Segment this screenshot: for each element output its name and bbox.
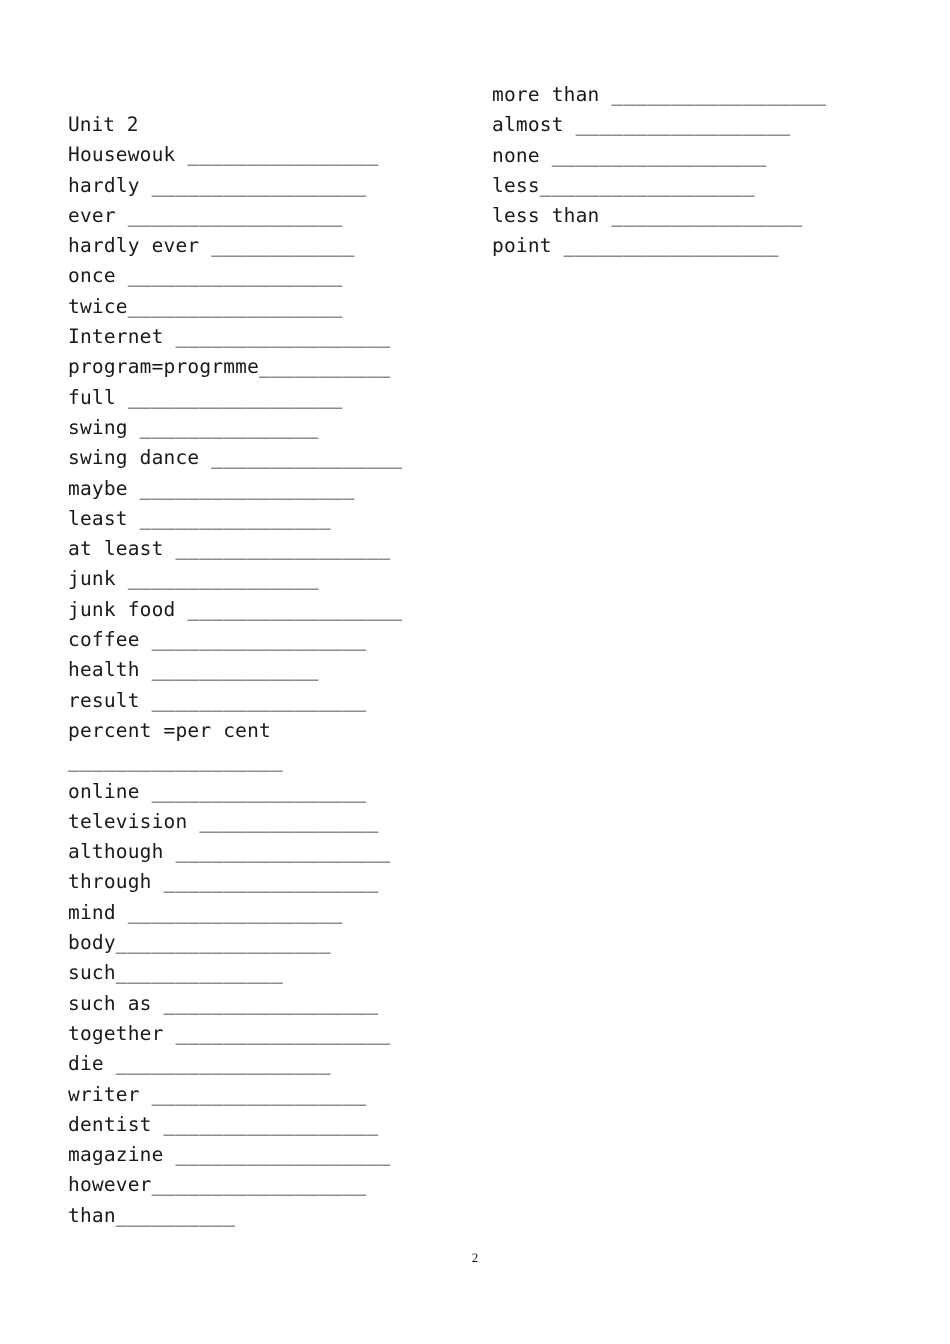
vocab-line: Housewouk ________________ [68,143,379,167]
vocab-line: although __________________ [68,840,391,864]
vocab-line: however__________________ [68,1173,367,1197]
vocab-line: magazine __________________ [68,1143,391,1167]
vocab-line: such as __________________ [68,991,379,1015]
vocab-line: than__________ [68,1203,236,1227]
vocab-line: once __________________ [68,264,343,288]
vocab-line: body__________________ [68,931,331,955]
vocab-line: junk food __________________ [68,597,403,621]
vocab-line: swing _______________ [68,415,319,439]
unit-title: Unit 2 [68,113,139,136]
vocab-line: die __________________ [68,1052,331,1076]
vocab-line: television _______________ [68,809,379,833]
vocab-line: junk ________________ [68,567,319,591]
left-vocabulary-column [68,110,468,1231]
page-number: 2 [471,1250,479,1265]
vocab-line: together __________________ [68,1021,391,1045]
vocab-line: writer __________________ [68,1082,367,1106]
vocab-line: percent =per cent [68,718,271,742]
vocab-line: less than ________________ [492,204,803,228]
vocab-line: dentist __________________ [68,1112,379,1136]
vocab-line: none __________________ [492,143,767,167]
vocab-line: almost __________________ [492,113,791,137]
vocab-line: least ________________ [68,506,331,530]
vocab-line: hardly ever ____________ [68,234,355,258]
vocab-line: more than __________________ [492,83,827,106]
vocab-line: twice__________________ [68,294,343,318]
vocab-line: health ______________ [68,658,319,682]
vocab-line: at least __________________ [68,537,391,561]
vocab-line: point __________________ [492,234,779,258]
vocab-line: such______________ [68,961,283,985]
vocab-line: __________________ [68,749,283,773]
vocab-line: result __________________ [68,688,367,712]
vocab-line: coffee __________________ [68,628,367,652]
vocab-line: ever __________________ [68,203,343,227]
vocab-line: maybe __________________ [68,476,355,500]
vocab-line: full __________________ [68,385,343,409]
vocab-line: hardly __________________ [68,173,367,197]
vocab-line: Internet __________________ [68,325,391,349]
vocab-line: mind __________________ [68,900,343,924]
vocab-line: through __________________ [68,870,379,894]
vocab-line: online __________________ [68,779,367,803]
vocab-line: program=progrmme___________ [68,355,391,379]
vocab-line: less__________________ [492,173,755,197]
right-vocabulary-column [492,80,912,262]
vocab-line: swing dance ________________ [68,446,403,470]
